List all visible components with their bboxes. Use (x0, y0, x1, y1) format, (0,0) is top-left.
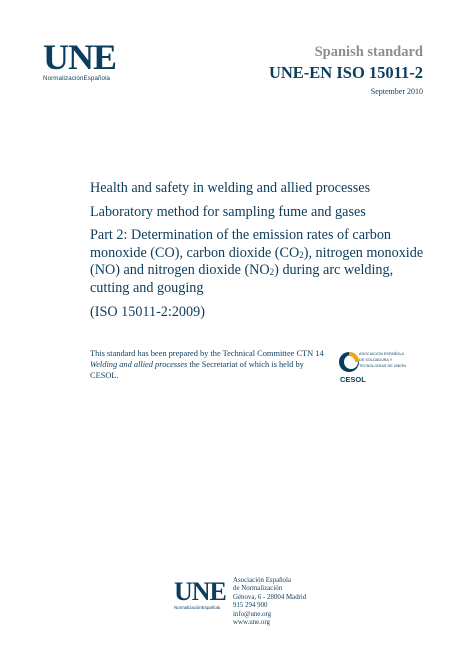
org-name-line-1: Asociación Española (233, 577, 291, 584)
title-part-end: ) during arc welding, cutting and gouging (90, 262, 394, 296)
title-part (90, 227, 430, 297)
no2-subscript: 2 (269, 267, 275, 278)
committee-name: Welding and allied processes (90, 359, 188, 369)
title-line-1: Health and safety in welding and allied processes (90, 180, 371, 196)
footer-address (233, 577, 306, 627)
document-title (90, 180, 430, 321)
standard-date: September 2010 (370, 87, 423, 96)
email-link[interactable]: info@une.org (233, 610, 272, 618)
cesol-name: CESOL (340, 375, 366, 384)
footer-logo-text: UNE (174, 577, 226, 606)
title-part-mid: ), nitrogen monoxide (NO) and nitrogen dioxide (NO (90, 244, 424, 279)
preparation-note (90, 349, 330, 381)
title-part-intro: Part 2: Determination of the emission rates of carbon monoxide (CO), carbon dioxide (CO (90, 227, 392, 261)
preparation-text-after: the Secretariat of which is held by CESOL. (90, 359, 304, 380)
une-logo (43, 37, 123, 82)
org-name-line-2: de Normalización (233, 585, 283, 593)
cesol-line-2: DE SOLDADURA Y (359, 358, 393, 362)
cesol-description (359, 351, 419, 369)
street-address: Génova, 6 - 28004 Madrid (233, 593, 307, 601)
iso-reference: (ISO 15011-2:2009) (90, 303, 205, 320)
une-logo-text: UNE (43, 37, 117, 77)
cesol-emblem-icon (338, 350, 360, 374)
phone-number: 915 294 900 (233, 602, 268, 610)
standard-code: UNE-EN ISO 15011-2 (268, 63, 423, 82)
website-link[interactable]: www.une.org (233, 619, 270, 627)
footer-une-logo (174, 577, 229, 610)
title-line-2: Laboratory method for sampling fume and gases (90, 203, 366, 220)
standard-type: Spanish standard (314, 44, 423, 60)
standard-header (269, 44, 423, 96)
cesol-line-1: ASOCIACIÓN ESPAÑOLA (359, 352, 405, 356)
preparation-text-before: This standard has been prepared by the Technical Committee CTN 14 (90, 349, 324, 358)
footer-logo-subtitle: NormalizaciónEspañola (174, 605, 221, 610)
co2-subscript: 2 (299, 249, 304, 260)
une-logo-subtitle: NormalizaciónEspañola (43, 75, 111, 82)
cesol-line-3: TECNOLOGÍAS DE UNIÓN (359, 364, 407, 368)
